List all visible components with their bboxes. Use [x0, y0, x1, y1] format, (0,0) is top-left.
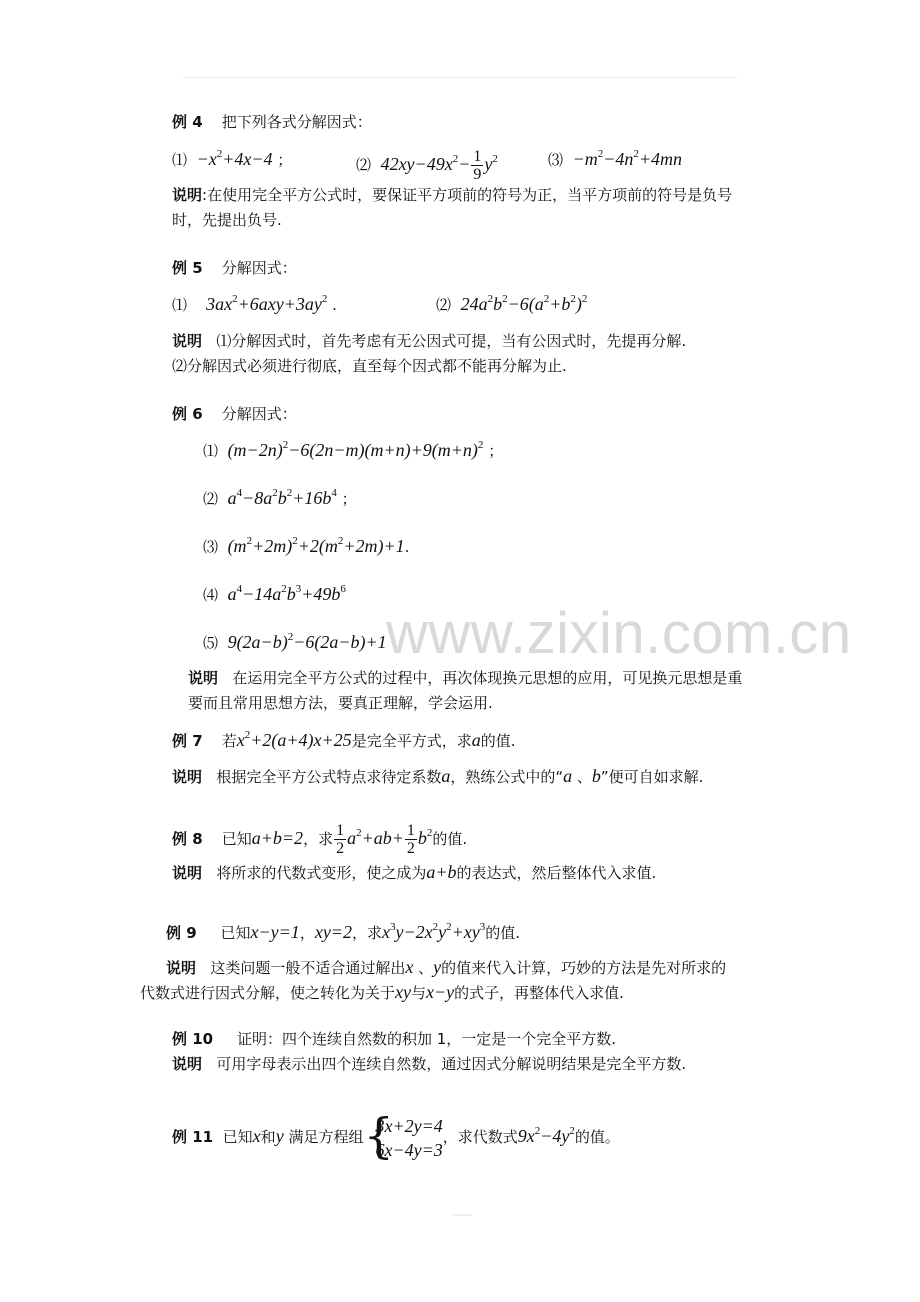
ex5-title: 分解因式：: [221, 259, 297, 277]
ex10-problem: [172, 1028, 616, 1050]
ex5-item2-index: ⑵: [436, 296, 452, 314]
ex5-expr1: $3ax^2+6axy+3ay^2$: [206, 293, 328, 314]
ex8-note-label: 说明: [172, 864, 203, 882]
ex4-expr3: $-m^2-4n^2+4mn$: [572, 148, 683, 169]
ex7-expr: $x^2+2(a+4)x+25$: [236, 729, 352, 750]
ex6-label: 例 6: [172, 405, 203, 423]
ex6-note-text: 在运用完全平方公式的过程中，再次体现换元思想的应用，可见换元思想是重: [232, 669, 743, 687]
ex4-note-label: 说明: [172, 186, 203, 204]
ex9-note-line2: 代数式进行因式分解，使之转化为关于xy与x−y的式子，再整体代入求值.: [140, 982, 624, 1002]
ex6-item2-index: ⑵: [203, 490, 219, 508]
ex6-problem4: [203, 583, 346, 606]
ex4-problem2: ⑵ $42xy-49x^2-$ $\frac{1}{9}$ $y^2$: [356, 148, 498, 183]
ex6-note-line2: 要而且常用思想方法，要真正理解，学会运用.: [188, 694, 493, 712]
ex9-note-label: 说明: [166, 959, 197, 977]
ex6-item5-index: ⑸: [203, 634, 219, 652]
ex6-expr1: $(m-2n)^2-6(2n-m)(m+n)+9(m+n)^2$: [227, 439, 484, 460]
ex10-label: 例 10: [172, 1030, 214, 1048]
ex9-problem: 例 9 已知x−y=1，xy=2，求$x^3y-2x^2y^2+xy^3$的值.: [166, 921, 520, 942]
ex5-heading: [172, 257, 297, 279]
ex4-expr2: $42xy-49x^2-$: [380, 153, 471, 174]
ex5-note-line2: ⑵分解因式必须进行彻底，直至每个因式都不能再分解为止.: [172, 357, 567, 375]
ex5-note-text: ⑴分解因式时，首先考虑有无公因式可提，当有公因式时，先提再分解.: [216, 332, 687, 350]
ex5-problem1: ⑴ $3ax^2+6axy+3ay^2$ .: [172, 293, 337, 314]
ex8-problem: 例 8 已知a+b=2，求 $\frac{1}{2}$ $a^2+ab+$ $\frac{1}{2}$ $b^2$的值.: [172, 822, 468, 857]
ex6-expr4: $a^4-14a^2b^3+49b^6$: [227, 583, 346, 604]
ex4-sep: ；: [277, 151, 293, 169]
ex4-fraction: $\frac{1}{9}$: [473, 148, 482, 183]
ex6-problem3: ⑶ $(m^2+2m)^2+2(m^2+2m)+1$.: [203, 535, 410, 556]
ex8-condition: a+b=2: [251, 828, 304, 848]
ex4-item3-index: ⑶: [548, 151, 564, 169]
ex4-expr1: $-x^2+4x-4$: [196, 148, 273, 169]
header-rule: [183, 77, 738, 78]
ex7-label: 例 7: [172, 732, 203, 750]
ex6-note: [188, 667, 742, 689]
ex8-label: 例 8: [172, 830, 203, 848]
ex6-note-label: 说明: [188, 669, 219, 687]
ex10-text: 证明：四个连续自然数的积加 1，一定是一个完全平方数.: [236, 1030, 617, 1048]
ex6-item1-index: ⑴: [203, 442, 219, 460]
ex4-title: 把下列各式分解因式：: [221, 113, 372, 131]
equation-system: { 3x+2y=4 6x−4y=3: [363, 1107, 443, 1164]
ex4-label: 例 4: [172, 113, 203, 131]
ex4-item2-index: ⑵: [356, 156, 372, 174]
watermark: www.zixin.com.cn: [386, 601, 852, 666]
ex5-item1-index: ⑴: [172, 296, 188, 314]
ex4-problem3: [548, 148, 682, 171]
ex9-label: 例 9: [166, 924, 197, 942]
ex6-heading: [172, 403, 297, 425]
ex5-note-label: 说明: [172, 332, 203, 350]
ex7-problem: 例 7 若$x^2+2(a+4)x+25$是完全平方式，求a的值.: [172, 729, 516, 750]
ex6-item3-index: ⑶: [203, 538, 219, 556]
ex6-problem2: ⑵ $a^4-8a^2b^2+16b^4$ ；: [203, 487, 357, 508]
ex10-note-label: 说明: [172, 1055, 203, 1073]
ex4-item1-index: ⑴: [172, 151, 188, 169]
ex4-problems: [172, 148, 292, 171]
ex6-item4-index: ⑷: [203, 586, 219, 604]
ex5-note: [172, 330, 686, 352]
ex7-note: 说明 根据完全平方公式特点求待定系数a，熟练公式中的“a 、b”便可自如求解.: [172, 766, 704, 786]
ex6-expr2: $a^4-8a^2b^2+16b^4$: [227, 487, 337, 508]
ex6-expr5: $9(2a-b)^2-6(2a-b)+1$: [227, 631, 387, 652]
ex5-label: 例 5: [172, 259, 203, 277]
ex5-expr2: $24a^2b^2-6(a^2+b^2)^2$: [460, 293, 588, 314]
ex4-note-text: :在使用完全平方公式时，要保证平方项前的符号为正，当平方项前的符号是负号: [202, 186, 733, 204]
ex10-note-text: 可用字母表示出四个连续自然数，通过因式分解说明结果是完全平方数.: [216, 1055, 687, 1073]
ex8-note: 说明 将所求的代数式变形，使之成为a+b的表达式，然后整体代入求值.: [172, 862, 657, 882]
ex10-note: [172, 1053, 686, 1075]
ex4-note: [172, 184, 732, 206]
footer-mark: [452, 1214, 472, 1216]
ex6-title: 分解因式：: [221, 405, 297, 423]
ex7-note-label: 说明: [172, 768, 203, 786]
ex9-note: 说明 这类问题一般不适合通过解出x 、y的值来代入计算，巧妙的方法是先对所求的: [166, 957, 727, 977]
ex6-problem1: ⑴ $(m-2n)^2-6(2n-m)(m+n)+9(m+n)^2$ ；: [203, 439, 504, 460]
ex5-problem2: [436, 293, 587, 316]
ex4-heading: [172, 111, 372, 133]
ex6-problem5: [203, 631, 387, 654]
ex6-expr3: $(m^2+2m)^2+2(m^2+2m)+1$: [227, 535, 405, 556]
ex11-problem: 例 11 已知x和y 满足方程组 { 3x+2y=4 6x−4y=3 ，求代数式$9x^2-4y^2$的值。: [172, 1107, 620, 1164]
ex4-note-line2: 时，先提出负号.: [172, 211, 282, 229]
ex11-label: 例 11: [172, 1128, 214, 1146]
